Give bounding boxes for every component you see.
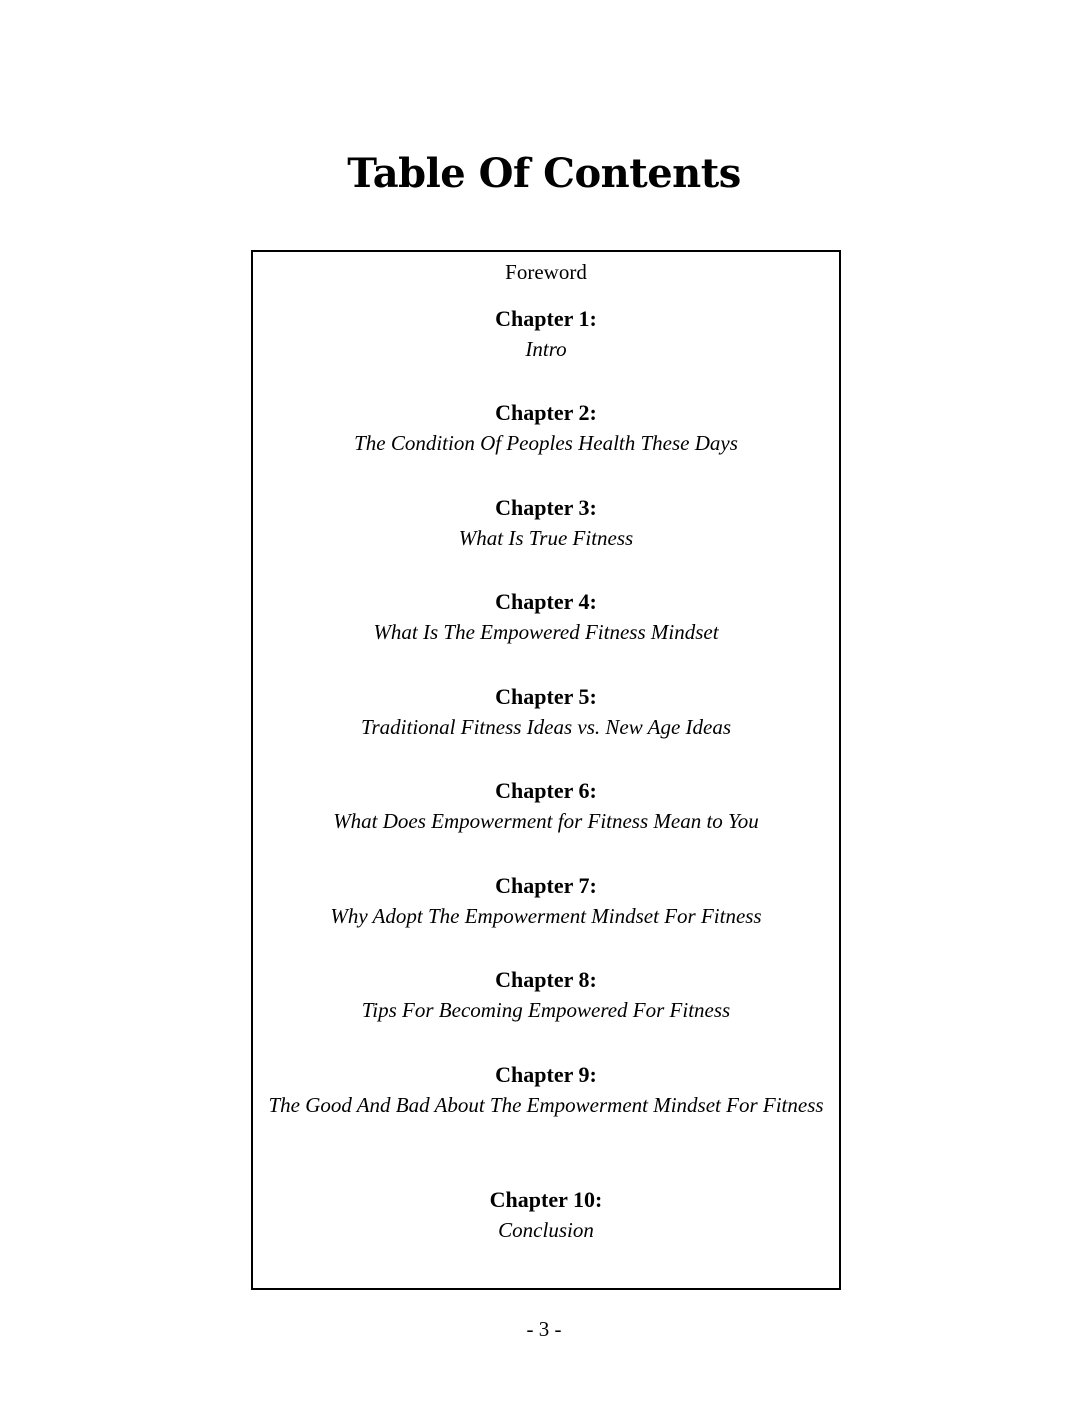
chapter-label: Chapter 9: (495, 1062, 597, 1087)
chapter-label: Chapter 1: (495, 306, 597, 331)
chapter-label: Chapter 5: (495, 684, 597, 709)
chapter-title: The Condition Of Peoples Health These Days (354, 431, 738, 455)
table-of-contents-box (251, 250, 841, 1290)
chapter-title: Conclusion (498, 1218, 594, 1242)
page-title: Table Of Contents (347, 150, 741, 197)
chapter-title: What Is The Empowered Fitness Mindset (373, 620, 719, 644)
toc-entry-chapter-10[interactable] (253, 1184, 839, 1246)
toc-entry-chapter-9[interactable] (253, 1059, 839, 1121)
toc-entry-chapter-5[interactable] (253, 681, 839, 743)
chapter-title: Intro (525, 337, 567, 361)
chapter-title: What Does Empowerment for Fitness Mean to You (333, 809, 759, 833)
toc-entry-chapter-6[interactable] (253, 775, 839, 837)
chapter-label: Chapter 3: (495, 495, 597, 520)
toc-entry-foreword[interactable]: Foreword (505, 260, 587, 284)
chapter-label: Chapter 7: (495, 873, 597, 898)
toc-entry-chapter-3[interactable] (253, 492, 839, 554)
chapter-title: The Good And Bad About The Empowerment Mindset For Fitness (268, 1093, 824, 1117)
chapter-label: Chapter 10: (489, 1187, 603, 1212)
page-number: - 3 - (526, 1317, 562, 1341)
chapter-label: Chapter 6: (495, 778, 597, 803)
chapter-label: Chapter 2: (495, 400, 597, 425)
chapter-title: What Is True Fitness (458, 526, 634, 550)
chapter-title: Why Adopt The Empowerment Mindset For Fitness (330, 904, 762, 928)
chapter-title: Tips For Becoming Empowered For Fitness (361, 998, 731, 1022)
toc-entry-chapter-4[interactable] (253, 586, 839, 648)
chapter-label: Chapter 4: (495, 589, 597, 614)
toc-entry-chapter-1[interactable] (253, 303, 839, 365)
chapter-title: Traditional Fitness Ideas vs. New Age Ideas (360, 715, 731, 739)
chapter-label: Chapter 8: (495, 967, 597, 992)
toc-entry-chapter-2[interactable] (253, 397, 839, 459)
toc-entry-chapter-7[interactable] (253, 870, 839, 932)
toc-entry-chapter-8[interactable] (253, 964, 839, 1026)
